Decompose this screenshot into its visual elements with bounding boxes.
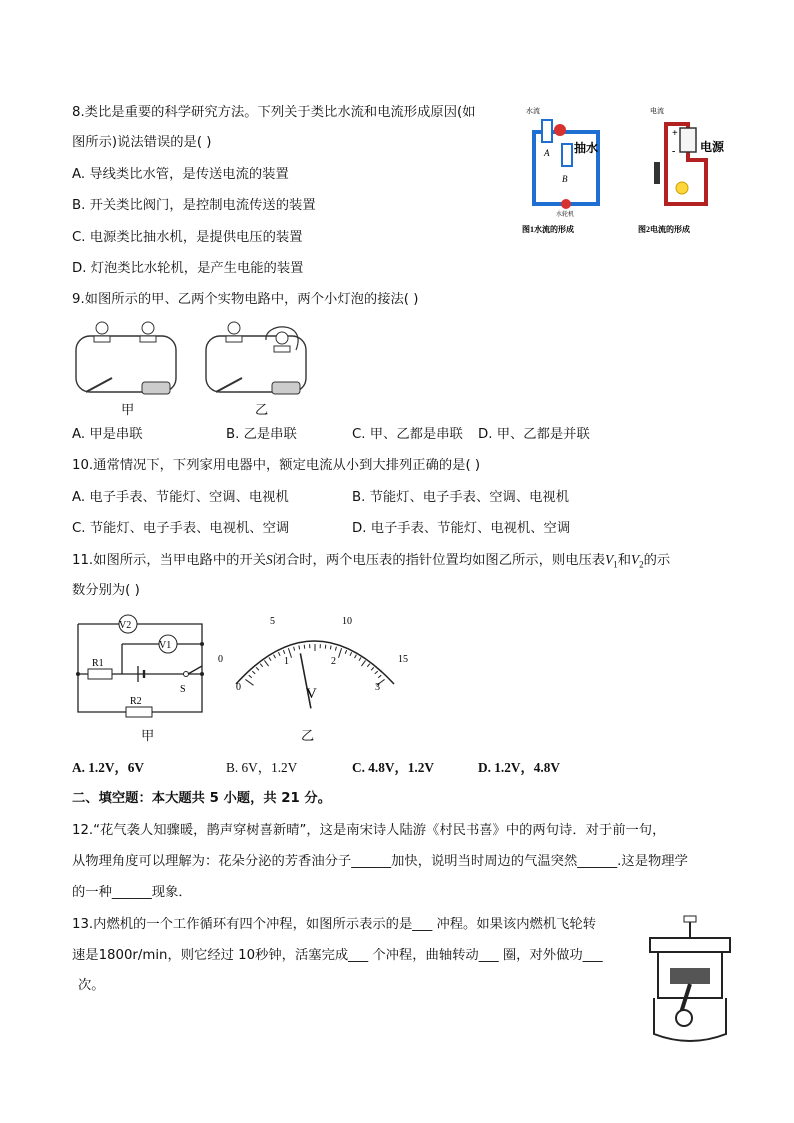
- q9-option-a: A. 甲是串联: [72, 427, 143, 442]
- current-flow-top-label: 电流: [650, 107, 664, 115]
- dial-tick: [274, 655, 276, 659]
- dial-tick: [269, 657, 271, 660]
- q10-option-d: D. 电子手表、节能灯、电视机、空调: [352, 521, 571, 536]
- water-turbine: [561, 199, 571, 209]
- voltmeter-circuit-figure: [70, 610, 210, 718]
- switch-lever: [188, 666, 202, 674]
- q9-option-c: C. 甲、乙都是串联: [352, 427, 463, 442]
- source-minus: -: [672, 146, 676, 157]
- q11-option-b: B. 6V，1.2V: [226, 760, 298, 775]
- bulb-icon: [96, 322, 108, 334]
- voltmeter-dial-figure: [210, 610, 420, 720]
- dial-tick: [252, 671, 255, 674]
- dial-tick: [359, 657, 361, 660]
- q8-stem-line1: 8.类比是重要的科学研究方法。下列关于类比水流和电流形成原因(如: [72, 105, 476, 120]
- spark-plug-head: [684, 916, 696, 922]
- point-a-label: A: [544, 148, 550, 158]
- q10-option-a: A. 电子手表、节能灯、空调、电视机: [72, 490, 289, 505]
- circuit-jia-label: 甲: [121, 403, 135, 418]
- inner-tick-0: 0: [236, 682, 241, 693]
- q11-and: 和: [617, 553, 632, 568]
- dial-tick: [335, 647, 336, 651]
- source-label: 电源: [700, 140, 725, 154]
- q11-switch-symbol: S: [266, 552, 273, 567]
- q9-stem: 9.如图所示的甲、乙两个实物电路中，两个小灯泡的接法( ): [72, 292, 419, 307]
- current-flow-figure: [636, 100, 746, 240]
- water-flow-top-label: 水流: [526, 107, 540, 115]
- dial-tick: [245, 679, 253, 685]
- dial-tick: [299, 646, 300, 650]
- q11-v1-sub: 1: [613, 559, 618, 570]
- q8-stem-line2: 图所示)说法错误的是( ): [72, 135, 212, 150]
- q11-stem-line2: 数分别为( ): [72, 583, 140, 598]
- v1-label: V1: [159, 640, 172, 651]
- dial-tick: [345, 650, 346, 654]
- bulb-icon: [142, 322, 154, 334]
- dial-tick: [350, 652, 352, 656]
- circuit-q11-jia-label: 甲: [141, 729, 155, 744]
- q8-option-c: C. 电源类比抽水机，是提供电压的装置: [72, 230, 303, 245]
- pump-label: 抽水: [574, 141, 599, 155]
- switch-label: S: [180, 684, 186, 695]
- circuit-jia-figure: [70, 316, 188, 400]
- battery-icon: [142, 382, 170, 394]
- q12-line1: 12.“花气袭人知骤暖，鹊声穿树喜新晴”，这是南宋诗人陆游《村民书喜》中的两句诗．对于前一句，: [72, 823, 666, 838]
- outer-tick-0: 0: [218, 654, 223, 665]
- dial-tick: [338, 648, 341, 658]
- q10-option-b: B. 节能灯、电子手表、空调、电视机: [352, 490, 570, 505]
- fig1-caption: 图1水流的形成: [522, 225, 574, 234]
- inner-tick-1: 1: [284, 656, 289, 667]
- dial-tick: [278, 652, 280, 656]
- water-flow-figure: [512, 100, 624, 240]
- q8-option-b: B. 开关类比阀门，是控制电流传送的装置: [72, 198, 316, 213]
- q9-option-d: D. 甲、乙都是并联: [478, 427, 590, 442]
- q13-line2: 速是1800r/min，则它经过 10秒钟，活塞完成___ 个冲程，曲轴转动___ 圈，对外做功___: [72, 948, 603, 963]
- battery-icon: [272, 382, 300, 394]
- water-tank-left: [542, 120, 552, 142]
- dial-unit: V: [306, 686, 317, 702]
- section-heading: 二、填空题：本大题共 5 小题，共 21 分。: [72, 791, 332, 806]
- dial-tick: [260, 664, 263, 667]
- bulb-base: [140, 336, 156, 342]
- outer-tick-15: 15: [398, 654, 408, 665]
- water-tank-right: [562, 144, 572, 166]
- dial-yi-label: 乙: [301, 729, 315, 744]
- water-pump: [554, 124, 566, 136]
- bulb-icon: [276, 332, 288, 344]
- circuit-yi-figure: [200, 316, 318, 400]
- bulb-base: [226, 336, 242, 342]
- q11-option-d: D. 1.2V，4.8V: [478, 760, 560, 775]
- q11-option-c: C. 4.8V，1.2V: [352, 760, 434, 775]
- dial-tick: [325, 645, 326, 649]
- inner-tick-2: 2: [331, 656, 336, 667]
- source-plus: +: [672, 128, 678, 139]
- q11-stem-part-b: 闭合时，两个电压表的指针位置均如图乙所示，则电压表: [272, 553, 606, 568]
- dial-tick: [367, 664, 370, 667]
- dial-tick: [355, 655, 357, 659]
- bulb-base: [94, 336, 110, 342]
- resistor-r1: [88, 669, 112, 679]
- v2-label: V2: [119, 620, 132, 631]
- q12-line2: 从物理角度可以理解为：花朵分泌的芳香油分子______加快，说明当时周边的气温突然______.这是物理学: [72, 854, 688, 869]
- resistor-r2: [126, 707, 152, 717]
- outer-tick-5: 5: [270, 616, 275, 627]
- turbine-label: 水轮机: [556, 212, 575, 218]
- dial-tick: [304, 645, 305, 649]
- point-b-label: B: [562, 174, 568, 184]
- dial-ticks: [245, 644, 384, 685]
- dial-tick: [256, 667, 259, 670]
- q11-v2-sub: 2: [639, 559, 644, 570]
- q11-v2-symbol: V: [631, 552, 640, 567]
- dial-tick: [378, 675, 381, 678]
- inner-tick-3: 3: [375, 682, 380, 693]
- bulb-base: [274, 346, 290, 352]
- q11-v1-symbol: V: [605, 552, 614, 567]
- cylinder-head: [650, 938, 730, 952]
- bulb-icon: [676, 182, 688, 194]
- bulb-icon: [228, 322, 240, 334]
- piston-icon: [670, 968, 710, 984]
- dial-tick: [371, 667, 374, 670]
- crankshaft-icon: [676, 1010, 692, 1026]
- q13-line1: 13.内燃机的一个工作循环有四个冲程，如图所示表示的是___ 冲程。如果该内燃机飞轮转: [72, 917, 597, 932]
- q8-option-d: D. 灯泡类比水轮机，是产生电能的装置: [72, 261, 304, 276]
- r1-label: R1: [92, 658, 104, 669]
- fig2-caption: 图2电流的形成: [638, 225, 690, 234]
- switch-lever: [216, 378, 242, 392]
- dial-tick: [283, 650, 284, 654]
- r2-label: R2: [130, 696, 142, 707]
- node-dot: [76, 672, 80, 676]
- q8-option-a: A. 导线类比水管，是传送电流的装置: [72, 167, 289, 182]
- outer-tick-10: 10: [342, 616, 352, 627]
- engine-figure: [640, 912, 740, 1048]
- switch-lever: [86, 378, 112, 392]
- q11-stem-part-c: 的示: [643, 553, 671, 568]
- q12-line3: 的一种______现象．: [72, 885, 192, 900]
- dial-tick: [249, 675, 252, 678]
- circuit-yi-label: 乙: [255, 403, 269, 418]
- switch-block: [654, 162, 660, 184]
- dial-tick: [264, 660, 268, 666]
- dial-tick: [375, 671, 378, 674]
- node-dot: [200, 642, 204, 646]
- dial-tick: [330, 646, 331, 650]
- q13-line3: 次。: [78, 978, 105, 993]
- q11-stem-part-a: 11.如图所示，当甲电路中的开关: [72, 553, 267, 568]
- q10-option-c: C. 节能灯、电子手表、电视机、空调: [72, 521, 290, 536]
- q11-option-a: A. 1.2V，6V: [72, 760, 145, 775]
- q11-stem-line1: [72, 551, 670, 574]
- switch-contact: [184, 672, 189, 677]
- power-source: [680, 128, 696, 152]
- dial-tick: [361, 660, 365, 666]
- node-dot: [200, 672, 204, 676]
- q9-option-b: B. 乙是串联: [226, 427, 297, 442]
- q10-stem: 10.通常情况下，下列家用电器中，额定电流从小到大排列正确的是( ): [72, 458, 481, 473]
- dial-tick: [294, 647, 295, 651]
